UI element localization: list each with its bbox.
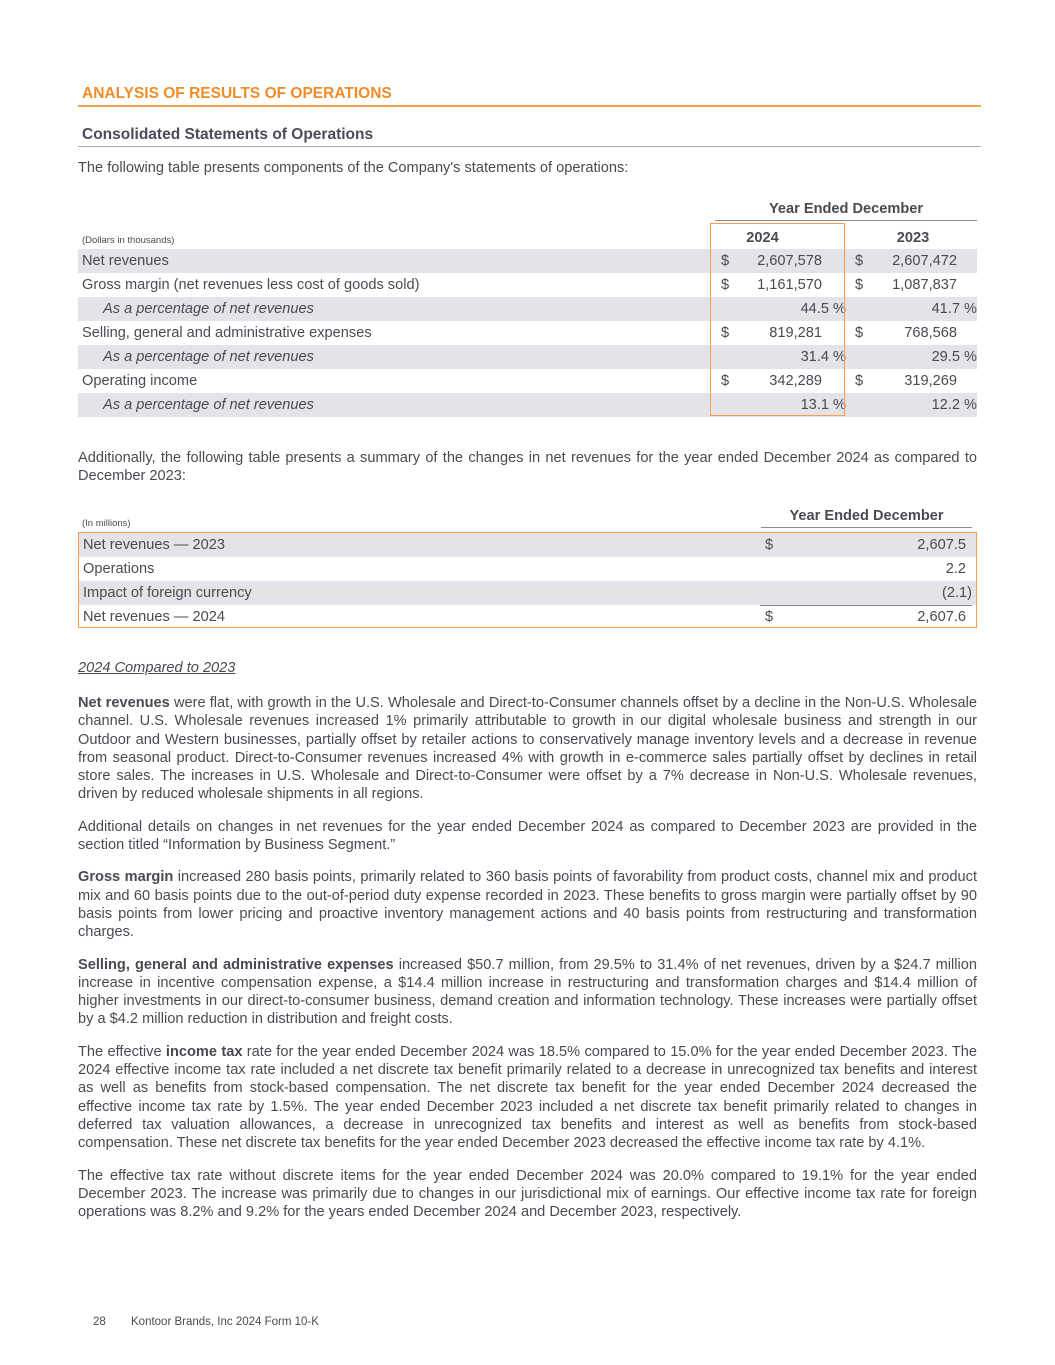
- paragraph-text: The effective tax rate without discrete items for the year ended December 2024 was 20.0% compared to 19.1% for the year ended December 2023. The increase was primarily due to changes in our jurisdictional mix of earnings. Our effective income tax rate for foreign operations was 8.2% and 9.2% for the years ended December 2024 and December 2023, respectively.: [78, 1167, 977, 1221]
- row-label: Operations: [83, 561, 155, 577]
- body-text: [78, 694, 977, 1235]
- paragraph-text: The effective: [78, 1043, 166, 1060]
- value-2023: 29.5 %: [931, 349, 977, 365]
- row-label: Net revenues — 2024: [83, 609, 225, 625]
- subsection-title: Consolidated Statements of Operations: [78, 126, 981, 147]
- unit-note-2: (In millions): [82, 518, 131, 529]
- row-label: Selling, general and administrative expenses: [82, 325, 372, 341]
- row-label: As a percentage of net revenues: [103, 349, 314, 365]
- column-header-2024: 2024: [715, 230, 810, 250]
- currency-symbol: $: [765, 609, 774, 625]
- row-value: 2,607.5: [917, 537, 966, 553]
- group-header-2: Year Ended December: [761, 508, 972, 528]
- group-header: Year Ended December: [715, 201, 977, 221]
- value-2023: 12.2 %: [931, 397, 977, 413]
- row-label: Impact of foreign currency: [83, 585, 252, 601]
- paragraph-lead: Selling, general and administrative expenses: [78, 956, 394, 973]
- document-name: Kontoor Brands, Inc 2024 Form 10-K: [131, 1316, 319, 1328]
- row-label: Operating income: [82, 373, 198, 389]
- table-row: [79, 581, 976, 605]
- currency-symbol: $: [855, 277, 864, 293]
- body-paragraph: [78, 956, 977, 1029]
- value-2023: 2,607,472: [892, 253, 957, 269]
- page-number: 28: [93, 1316, 106, 1328]
- row-label: Gross margin (net revenues less cost of goods sold): [82, 277, 420, 293]
- currency-symbol: $: [765, 537, 774, 553]
- value-2023: 319,269: [904, 373, 957, 389]
- currency-symbol: $: [855, 253, 864, 269]
- table-row: [79, 533, 976, 557]
- column-header-2023: 2023: [849, 230, 977, 250]
- paragraph-text: were flat, with growth in the U.S. Wholesale and Direct-to-Consumer channels offset by a decline in the Non-U.S. Wholesale channel. U.S. Wholesale revenues increased 1% primarily attributable to growth in our digital wholesale business and strength in our Outdoor and Western businesses, partially offset by retailer actions to conservatively manage inventory levels and a decrease in revenue from seasonal product. Direct-to-Consumer revenues increased 4% with growth in e-commerce sales partially offset by declines in retail store sales. The increases in U.S. Wholesale and Direct-to-Consumer were offset by a 7% decrease in Non-U.S. Wholesale revenues, driven by reduced wholesale shipments in all regions.: [78, 695, 978, 803]
- value-2023: 768,568: [904, 325, 957, 341]
- paragraph-lead: income tax: [165, 1043, 243, 1060]
- paragraph-lead: Gross margin: [78, 869, 174, 886]
- paragraph-lead: Net revenues: [78, 695, 170, 711]
- value-2024: 1,161,570: [757, 277, 822, 293]
- row-label: Net revenues: [82, 253, 169, 269]
- currency-symbol: $: [721, 277, 730, 293]
- intro-text: The following table presents components of the Company's statements of operations:: [78, 160, 629, 176]
- body-paragraph: [78, 1043, 977, 1153]
- comparison-heading: 2024 Compared to 2023: [78, 660, 236, 676]
- value-2024: 819,281: [769, 325, 822, 341]
- page-footer: [93, 1316, 319, 1328]
- value-2024: 13.1 %: [800, 397, 846, 413]
- body-paragraph: [78, 818, 977, 855]
- total-rule: [760, 605, 972, 606]
- currency-symbol: $: [721, 253, 730, 269]
- table-row: [79, 557, 976, 581]
- value-2024: 2,607,578: [757, 253, 822, 269]
- body-paragraph: [78, 1167, 977, 1222]
- currency-symbol: $: [855, 325, 864, 341]
- value-2024: 342,289: [769, 373, 822, 389]
- paragraph-text: Additional details on changes in net revenues for the year ended December 2024 as compared to December 2023 are provided in the section titled “Information by Business Segment.”: [78, 818, 977, 854]
- body-paragraph: [78, 868, 977, 941]
- value-2024: 44.5 %: [800, 301, 846, 317]
- section-title: ANALYSIS OF RESULTS OF OPERATIONS: [78, 85, 981, 107]
- row-value: (2.1): [941, 585, 972, 601]
- paragraph-text: increased $50.7 million, from 29.5% to 31.4% of net revenues, driven by a $24.7 million increase in incentive compensation expense, a $14.4 million increase in restructuring and transformation charges and $14.4 million of higher investments in our direct-to-consumer business, demand creation and information technology. These increases were partially offset by a $4.2 million reduction in distribution and freight costs.: [78, 956, 978, 1028]
- value-2024: 31.4 %: [800, 349, 846, 365]
- currency-symbol: $: [855, 373, 864, 389]
- currency-symbol: $: [721, 325, 730, 341]
- paragraph-text: increased 280 basis points, primarily related to 360 basis points of favorability from product costs, channel mix and product mix and 60 basis points due to the out-of-period duty expense recorded in 2023. These benefits to gross margin were partially offset by 90 basis points from lower pricing and proactive inventory management actions and 40 basis points from restructuring and transformation charges.: [78, 869, 978, 941]
- value-2023: 41.7 %: [931, 301, 977, 317]
- highlight-2024-column: [710, 223, 845, 416]
- unit-note: (Dollars in thousands): [82, 235, 175, 246]
- table-row: [79, 605, 976, 629]
- row-value: 2.2: [945, 561, 966, 577]
- currency-symbol: $: [721, 373, 730, 389]
- intro2-text: Additionally, the following table presents a summary of the changes in net revenues for the year ended December 2024 as compared to December 2023:: [78, 450, 977, 485]
- value-2023: 1,087,837: [892, 277, 957, 293]
- row-value: 2,607.6: [917, 609, 966, 625]
- net-revenue-change-table: [78, 532, 977, 628]
- body-paragraph: [78, 694, 977, 804]
- row-label: As a percentage of net revenues: [103, 397, 314, 413]
- paragraph-text: rate for the year ended December 2024 was 18.5% compared to 15.0% for the year ended December 2023. The 2024 effective income tax rate included a net discrete tax benefit primarily related to a decrease in unrecognized tax benefits and interest as well as benefits from stock-based compensation. The net discrete tax benefit for the year ended December 2024 decreased the effective income tax rate by 1.5%. The year ended December 2023 included a net discrete tax benefit primarily related to changes in deferred tax valuation allowances, a decrease in unrecognized tax benefits and interest as well as benefits from stock-based compensation. These net discrete tax benefits for the year ended December 2023 decreased the effective income tax rate by 4.1%.: [78, 1043, 977, 1152]
- row-label: As a percentage of net revenues: [103, 301, 314, 317]
- row-label: Net revenues — 2023: [83, 537, 225, 553]
